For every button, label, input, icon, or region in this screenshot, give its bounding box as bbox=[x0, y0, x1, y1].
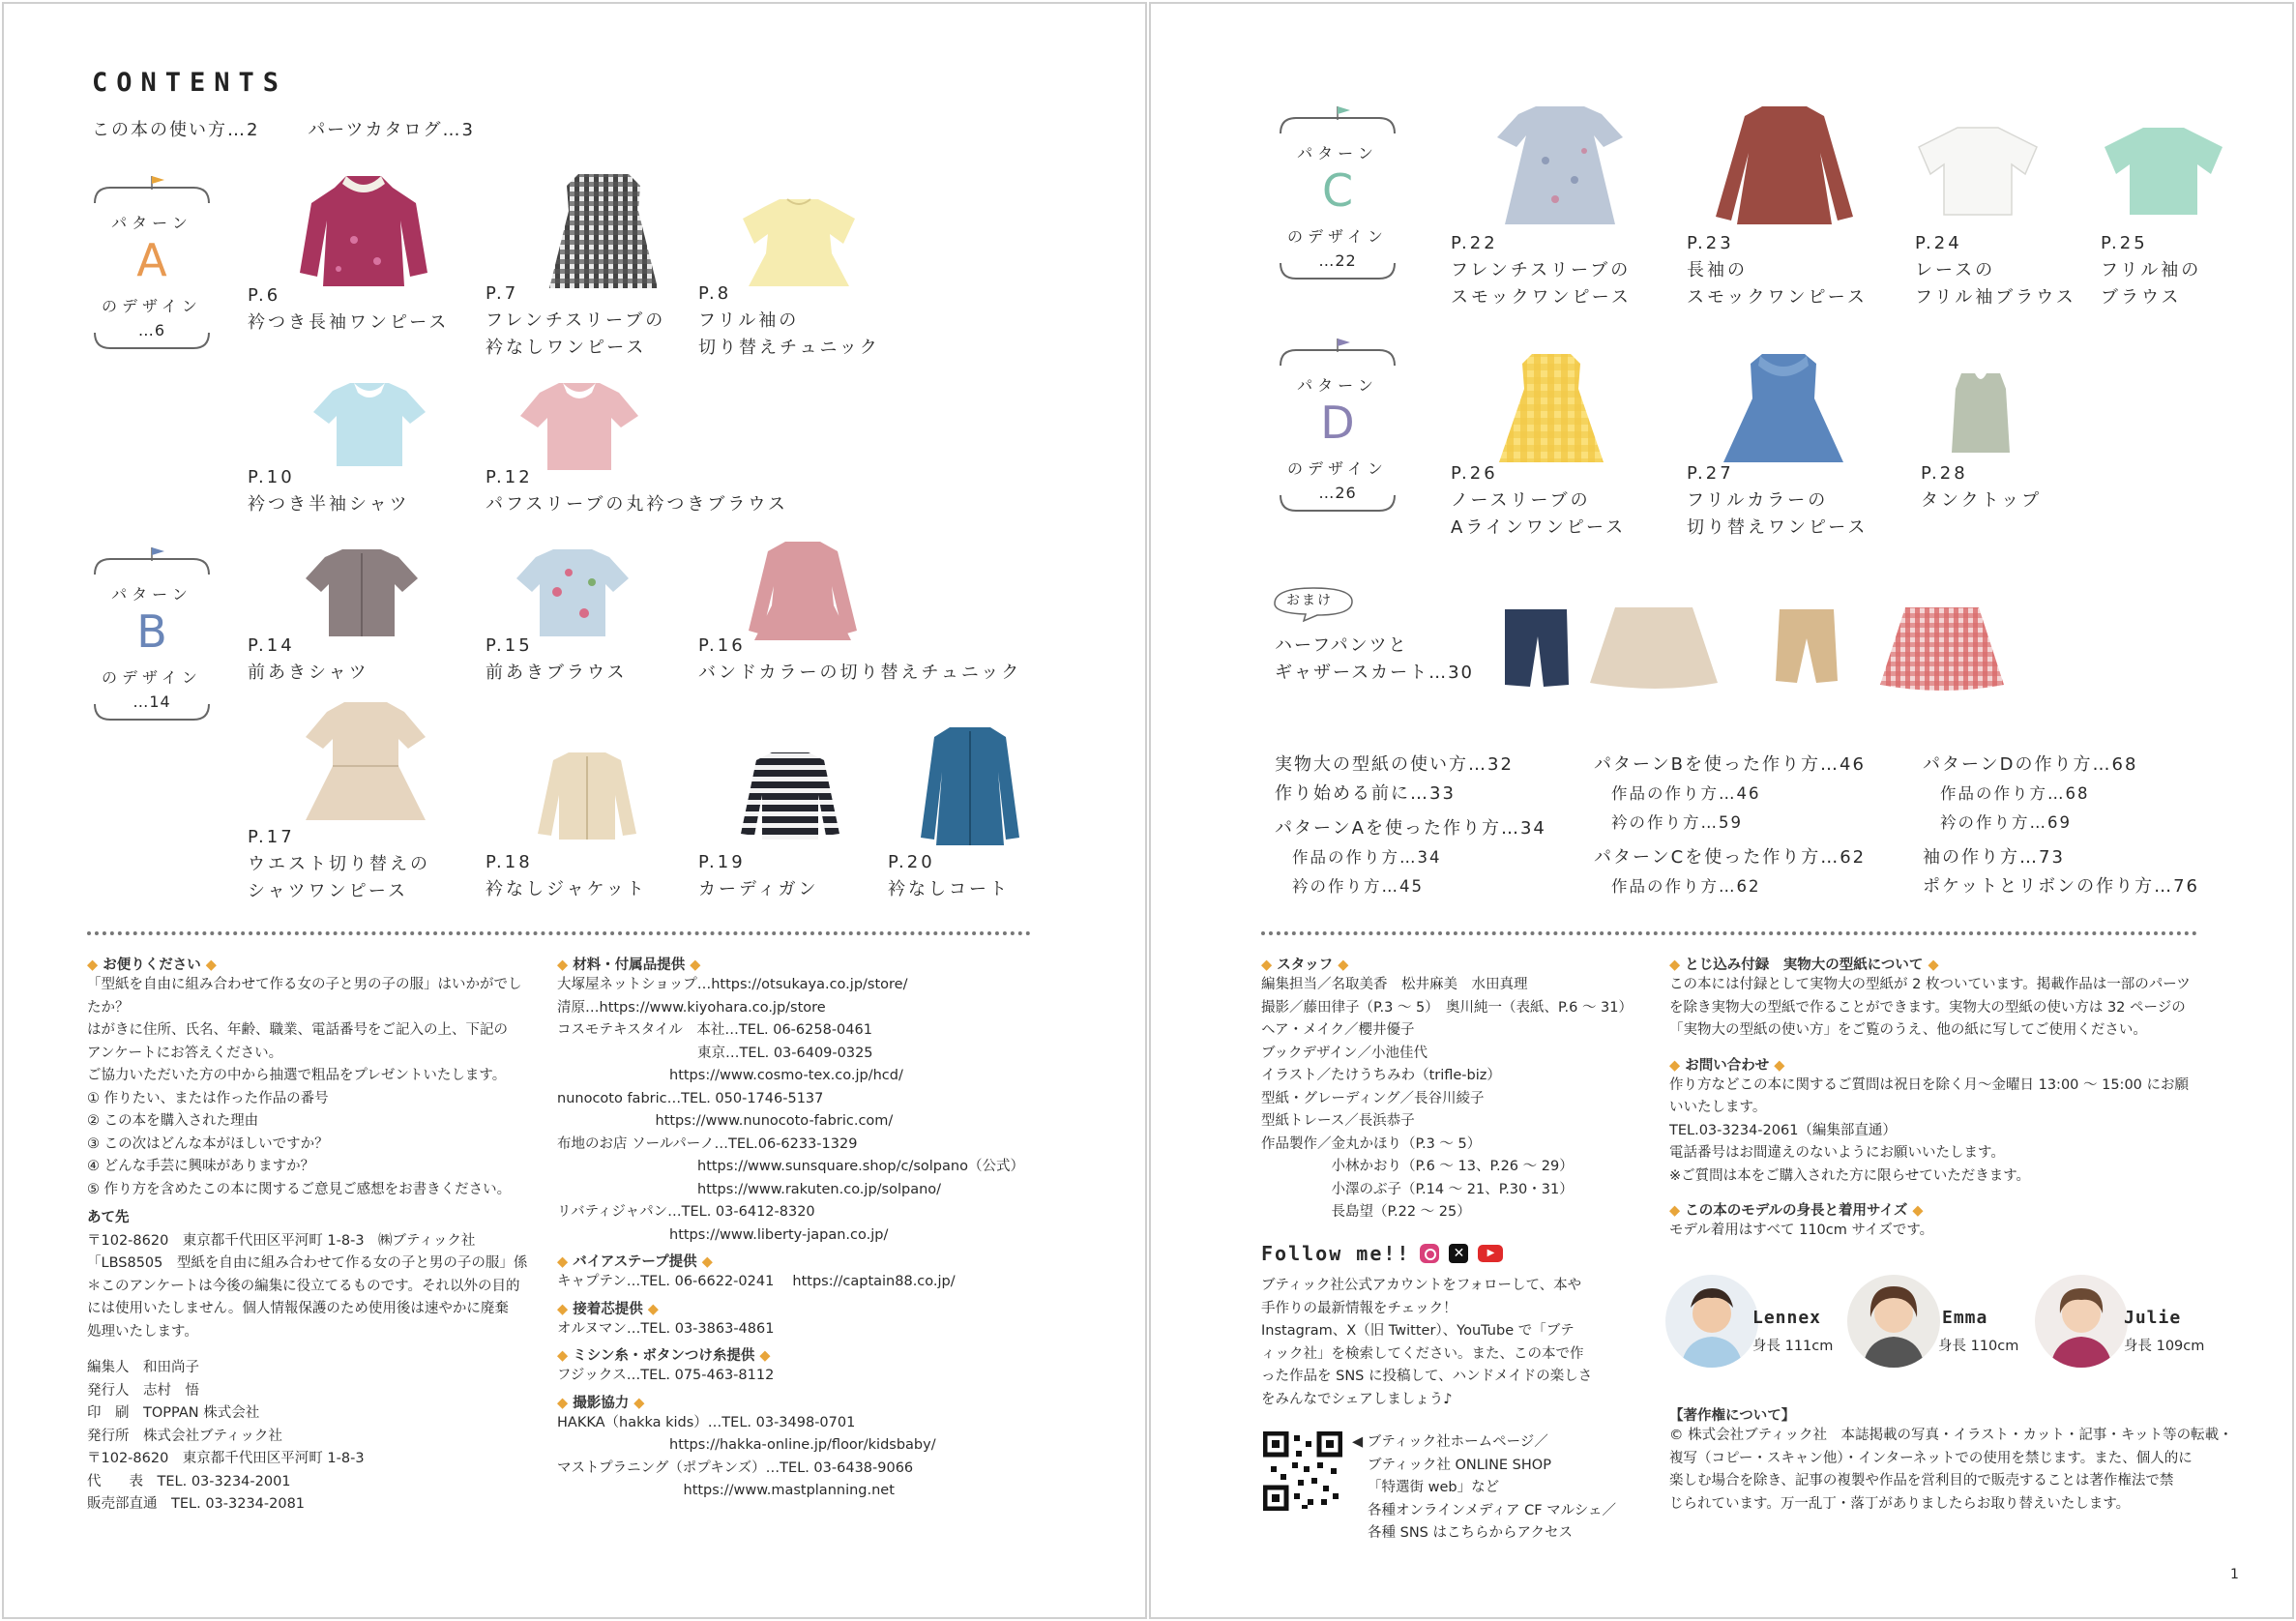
item-title: フリル袖の bbox=[2101, 260, 2202, 280]
letters-body: 「型紙を自由に組み合わせて作る女の子と男の子の服」はいかがでし たか？ はがきに住所、氏名、年齢、職業、電話番号をご記入の上、下記の アンケートにお答えください。 ご協力いただいた方の中から抽選で粗品をプレゼントいたします。 ① 作りたい、または作った作品の番号 ② この本を購入された理由 ③ この次はどんな本がほしいですか？ ④ どんな手芸に興味がありますか？ ⑤ 作り方を含めたこの本に関するご意見ご感想をお書きください。 あて先 〒102-8620 東京都千代田区平河町 1-8-3 ㈱ブティック社 「LBS8505 型紙を自由に組み合わせて作る女の子と男の子の服」係 ＊このアンケートは今後の編集に役立てるものです。それ以外の目的 には使用いたしません。個人情報保護のため使用後は速やかに廃棄 処理いたします。 bbox=[87, 977, 528, 1340]
badge-page: …22 bbox=[1318, 251, 1357, 270]
bound-pattern-body: この本には付録として実物大の型紙が 2 枚ついています。掲載作品は一部のパーツ を除き実物大の型紙で作ることができます。実物大の型紙の使い方は 32 ページの 「実物大の型紙の使い方」をご覧のうえ、他の紙に写してご使用ください。 bbox=[1669, 977, 2191, 1038]
badge-page: …14 bbox=[132, 693, 171, 711]
section-heading: ◆ 材料・付属品提供 ◆ bbox=[557, 958, 701, 973]
qr-code-icon[interactable] bbox=[1263, 1431, 1342, 1511]
item-page: P.12 bbox=[486, 467, 533, 487]
item-page: P.24 bbox=[1915, 233, 1962, 253]
jacket-photo bbox=[534, 747, 640, 843]
pattern-a-badge bbox=[89, 176, 215, 360]
item-title: 長袖の bbox=[1687, 260, 1748, 280]
section-heading: ◆ 撮影協力 ◆ bbox=[557, 1395, 645, 1411]
item-page: P.27 bbox=[1687, 463, 1734, 484]
section-heading: ◆ スタッフ ◆ bbox=[1261, 958, 1349, 973]
item-p6[interactable] bbox=[248, 172, 451, 366]
floral-smock-photo bbox=[1487, 103, 1633, 228]
model-name: Emma bbox=[1942, 1308, 1988, 1328]
item-title-2: 切り替えワンピース bbox=[1687, 517, 1869, 538]
item-title-2: Aラインワンピース bbox=[1451, 517, 1627, 538]
item-title: 前あきシャツ bbox=[248, 663, 369, 683]
toc-entry[interactable]: 衿の作り方…69 bbox=[1940, 813, 2072, 832]
item-title: フレンチスリーブの bbox=[1451, 260, 1632, 280]
model-name: Lennex bbox=[1752, 1308, 1822, 1328]
toc-entry[interactable]: 作品の作り方…68 bbox=[1940, 784, 2090, 803]
dotted-divider-left bbox=[87, 931, 1031, 935]
toc-entry[interactable]: 作品の作り方…34 bbox=[1292, 848, 1442, 867]
model-name: Julie bbox=[2124, 1308, 2182, 1328]
item-page: P.26 bbox=[1451, 463, 1498, 484]
model-height: 身長 110cm bbox=[1938, 1339, 2019, 1354]
item-p16[interactable] bbox=[698, 538, 1046, 693]
page-number: 1 bbox=[2230, 1567, 2239, 1582]
item-p8[interactable] bbox=[698, 193, 911, 368]
contents-title: CONTENTS bbox=[92, 68, 288, 98]
tank-top-photo bbox=[1932, 369, 2029, 457]
follow-body: ブティック社公式アカウントをフォローして、本や 手作りの最新情報をチェック！ Instagram、X（旧 Twitter）、YouTube で「ブテ ィック社」を検索してください。また、この本で作 った作品を SNS に投稿して、ハンドメイドの楽しさ をみんなでシェアしましょう♪ bbox=[1261, 1278, 1593, 1407]
dress-longsleeve-photo bbox=[296, 172, 431, 288]
badge-letter: C bbox=[1321, 164, 1354, 217]
item-title: フリル袖の bbox=[698, 310, 800, 331]
toc-entry[interactable]: パターンBを使った作り方…46 bbox=[1594, 754, 1866, 775]
omake-section[interactable] bbox=[1271, 584, 1493, 691]
item-title-2: 衿なしワンピース bbox=[486, 338, 647, 358]
item-title: バンドカラーの切り替えチュニック bbox=[698, 663, 1022, 683]
publisher-info: 編集人 和田尚子 発行人 志村 悟 印 刷 TOPPAN 株式会社 発行所 株式会社ブティック社 〒102-8620 東京都千代田区平河町 1-8-3 代 表 TEL. 03-3234-2001 販売部直通 TEL. 03-3234-2081 bbox=[87, 1360, 365, 1512]
bound-pattern-section bbox=[1669, 954, 2211, 1243]
badge-label: パターン bbox=[111, 585, 192, 604]
lace-blouse-photo bbox=[1915, 122, 2041, 219]
item-p20[interactable] bbox=[888, 723, 1081, 901]
copyright-body: © 株式会社ブティック社 本誌掲載の写真・イラスト・カット・記事・キット等の転載・ 複写（コピー・スキャン他）・インターネットでの使用を禁じます。また、個人的に 楽しむ場合を除き、記事の複製や作品を営利目的で販売することは著作権法で禁 じられています。万一乱丁・落丁がありましたらお取り替えいたします。 bbox=[1669, 1428, 2233, 1512]
toc-how-to-use[interactable]: この本の使い方…2 bbox=[92, 120, 260, 140]
pattern-c-badge bbox=[1275, 106, 1400, 290]
item-p14[interactable] bbox=[248, 544, 441, 689]
toc-top bbox=[92, 116, 515, 141]
follow-title: Follow me!! bbox=[1261, 1242, 1411, 1265]
badge-sub: のデザイン bbox=[1287, 227, 1388, 246]
item-caption bbox=[888, 849, 1010, 903]
pattern-d-badge bbox=[1275, 339, 1400, 522]
item-title: フレンチスリーブの bbox=[486, 310, 666, 331]
badge-sub: のデザイン bbox=[102, 668, 202, 687]
toc-entry[interactable]: 作品の作り方…46 bbox=[1611, 784, 1761, 803]
models-body: モデル着用はすべて 110cm サイズです。 bbox=[1669, 1223, 1934, 1238]
item-caption bbox=[248, 464, 410, 518]
item-caption bbox=[486, 464, 788, 518]
staff-body: 編集担当／名取美香 松井麻美 水田真理 撮影／藤田律子（P.3 ～ 5） 奥川純一（表紙、P.6 ～ 31） ヘア・メイク／櫻井優子 ブックデザイン／小池佳代 イラスト／たけうちみわ（trifle-biz） 型紙・グレーディング／長谷川綾子 型紙トレース／長浜恭子 作品製作／金丸かほり（P.3 ～ 5） 小林かおり（P.6 ～ 13、P.26 ～ 29） 小澤のぶ子（P.14 ～ 21、P.30・31） 長島望（P.22 ～ 25） bbox=[1261, 977, 1634, 1220]
badge-page: …6 bbox=[137, 321, 166, 339]
item-title-2: スモックワンピース bbox=[1451, 287, 1632, 308]
section-heading: ◆ ミシン糸・ボタンつけ糸提供 ◆ bbox=[557, 1348, 771, 1364]
youtube-icon[interactable]: ▶ bbox=[1478, 1245, 1503, 1262]
blue-shirt-photo bbox=[311, 377, 427, 470]
item-page: P.8 bbox=[698, 283, 732, 304]
toc-entry[interactable]: 衿の作り方…45 bbox=[1292, 877, 1424, 896]
follow-links: ◀ ブティック社ホームページ／ ブティック社 ONLINE SHOP 「特選街 web」など 各種オンラインメディア CF マルシェ／ 各種 SNS はこちらからアクセス bbox=[1352, 1434, 1616, 1541]
toc-entry[interactable]: 袖の作り方…73 bbox=[1923, 847, 2065, 868]
item-page: P.17 bbox=[248, 827, 295, 847]
model-height: 身長 111cm bbox=[1752, 1339, 1834, 1354]
staff-section bbox=[1261, 954, 1667, 1224]
item-caption bbox=[486, 849, 647, 903]
item-title-2: シャツワンピース bbox=[248, 881, 409, 901]
item-caption bbox=[486, 633, 627, 687]
item-title-2: ブラウス bbox=[2101, 287, 2182, 308]
item-title-2: スモックワンピース bbox=[1687, 287, 1868, 308]
mint-blouse-photo bbox=[2101, 122, 2226, 219]
item-title: パフスリーブの丸衿つきブラウス bbox=[486, 494, 788, 515]
photo-coop-body: HAKKA（hakka kids）…TEL. 03-3498-0701 https://hakka-online.jp/floor/kidsbaby/ マストプラニング（ポプキンズ）…TEL. 03-6438-9066 https://www.mastplanning.net bbox=[557, 1414, 936, 1498]
toc-entry[interactable]: パターンDの作り方…68 bbox=[1923, 754, 2138, 775]
thread-body: フジックス…TEL. 075-463-8112 bbox=[557, 1368, 775, 1383]
toc-entry[interactable]: パターンCを使った作り方…62 bbox=[1594, 847, 1867, 868]
pink-blouse-photo bbox=[516, 377, 642, 474]
item-title: 衿つき半袖シャツ bbox=[248, 494, 410, 515]
item-p28[interactable] bbox=[1921, 369, 2095, 524]
brown-smock-photo bbox=[1712, 103, 1857, 228]
instagram-icon[interactable] bbox=[1420, 1244, 1439, 1263]
item-p22[interactable] bbox=[1451, 103, 1673, 315]
toc-entry[interactable]: 衿の作り方…59 bbox=[1611, 813, 1743, 832]
item-title-2: 切り替えチュニック bbox=[698, 338, 880, 358]
section-heading: ◆ お問い合わせ ◆ bbox=[1669, 1057, 1785, 1074]
item-page: P.10 bbox=[248, 467, 295, 487]
copyright-section bbox=[1669, 1404, 2233, 1516]
item-p23[interactable] bbox=[1687, 103, 1909, 315]
toc-column-1 bbox=[1275, 751, 1546, 901]
badge-sub: のデザイン bbox=[1287, 459, 1388, 478]
pattern-b-badge bbox=[89, 547, 215, 731]
item-p18[interactable] bbox=[486, 747, 679, 901]
omake-tag: おまけ bbox=[1286, 593, 1333, 608]
striped-cardigan-photo bbox=[737, 747, 843, 843]
bias-body: キャプテン…TEL. 06-6622-0241 https://captain88.co.jp/ bbox=[557, 1274, 956, 1289]
item-title: フリルカラーの bbox=[1687, 490, 1829, 511]
copyright-heading: 【著作権について】 bbox=[1669, 1408, 1796, 1424]
badge-label: パターン bbox=[111, 214, 192, 232]
yellow-check-dress-photo bbox=[1493, 350, 1609, 466]
beige-shirtdress-photo bbox=[298, 698, 433, 824]
item-caption bbox=[698, 633, 1021, 687]
item-caption bbox=[248, 282, 449, 337]
item-title: 衿なしジャケット bbox=[486, 879, 647, 899]
model-height: 身長 109cm bbox=[2124, 1339, 2205, 1354]
item-title: 衿なしコート bbox=[888, 879, 1010, 899]
model-lennex-avatar bbox=[1665, 1275, 1758, 1368]
item-p19[interactable] bbox=[698, 747, 892, 901]
item-caption bbox=[2101, 230, 2201, 311]
item-title-2: フリル袖ブラウス bbox=[1915, 287, 2076, 308]
item-caption bbox=[1451, 460, 1626, 542]
dotted-divider-right bbox=[1261, 931, 2197, 935]
item-p24[interactable] bbox=[1915, 122, 2108, 315]
gray-shirt-photo bbox=[304, 544, 420, 640]
item-p27[interactable] bbox=[1687, 350, 1909, 544]
item-title: 前あきブラウス bbox=[486, 663, 628, 683]
badge-letter: D bbox=[1320, 397, 1355, 449]
toc-entry[interactable]: 作り始める前に…33 bbox=[1275, 783, 1456, 804]
item-title: ノースリーブの bbox=[1451, 490, 1591, 511]
item-p12[interactable] bbox=[486, 377, 834, 522]
letters-section bbox=[87, 954, 542, 1517]
item-caption bbox=[1451, 230, 1632, 311]
item-page: P.16 bbox=[698, 635, 746, 656]
gingham-dress-photo bbox=[536, 172, 671, 292]
item-title: タンクトップ bbox=[1921, 490, 2043, 511]
item-title: カーディガン bbox=[698, 879, 819, 899]
section-heading: ◆ 接着芯提供 ◆ bbox=[557, 1301, 659, 1317]
item-title: レースの bbox=[1915, 260, 1996, 280]
item-caption bbox=[1687, 230, 1868, 311]
yellow-tunic-photo bbox=[741, 193, 857, 290]
item-caption bbox=[248, 633, 369, 687]
toc-entry[interactable]: 作品の作り方…62 bbox=[1611, 877, 1761, 896]
item-p17[interactable] bbox=[248, 698, 441, 901]
toc-entry[interactable]: ポケットとリボンの作り方…76 bbox=[1923, 876, 2200, 897]
badge-page: …26 bbox=[1318, 484, 1357, 502]
toc-entry[interactable]: 実物大の型紙の使い方…32 bbox=[1275, 754, 1514, 775]
toc-parts-catalog[interactable]: パーツカタログ…3 bbox=[308, 120, 475, 140]
bonus-items-photo bbox=[1489, 594, 2031, 700]
badge-letter: B bbox=[136, 605, 167, 658]
item-page: P.23 bbox=[1687, 233, 1734, 253]
denim-dress-photo bbox=[1716, 350, 1851, 466]
item-p25[interactable] bbox=[2101, 122, 2284, 315]
floral-blouse-photo bbox=[515, 544, 631, 640]
item-caption bbox=[1921, 460, 2042, 515]
item-caption bbox=[698, 280, 880, 362]
pink-tunic-photo bbox=[745, 538, 861, 644]
item-title: ウエスト切り替えの bbox=[248, 854, 430, 874]
item-page: P.25 bbox=[2101, 233, 2148, 253]
materials-body: 大塚屋ネットショップ…https://otsukaya.co.jp/store/ 清原…https://www.kiyohara.co.jp/store コスモテキスタイル 本社…TEL. 06-6258-0461 東京…TEL. 03-6409-0325 https://www.cosmo-tex.co.jp/hcd/ nunocoto fabric…TEL. 050-1746-5137 https://www.nunocoto-fabric.com/ 布地のお店 ソールパーノ…TEL.06-6233-1329 https://www.sunsquare.shop/c/solpano（公式） https://www.rakuten.co.jp/solpano/ リバティジャパン…TEL. 03-6412-8320 https://www.liberty-japan.co.jp/ bbox=[557, 977, 1024, 1243]
materials-section bbox=[557, 954, 1060, 1503]
item-page: P.19 bbox=[698, 852, 746, 872]
item-p26[interactable] bbox=[1451, 350, 1673, 544]
item-page: P.18 bbox=[486, 852, 533, 872]
toc-column-3 bbox=[1923, 751, 2199, 901]
item-caption bbox=[698, 849, 819, 903]
item-page: P.6 bbox=[248, 285, 281, 306]
badge-label: パターン bbox=[1297, 376, 1378, 395]
item-page: P.22 bbox=[1451, 233, 1498, 253]
interfacing-body: オルヌマン…TEL. 03-3863-4861 bbox=[557, 1320, 775, 1337]
badge-letter: A bbox=[136, 234, 167, 286]
badge-label: パターン bbox=[1297, 144, 1378, 162]
model-julie-avatar bbox=[2035, 1275, 2128, 1368]
section-heading: ◆ この本のモデルの身長と着用サイズ ◆ bbox=[1669, 1203, 1924, 1219]
item-page: P.14 bbox=[248, 635, 295, 656]
toc-column-2 bbox=[1594, 751, 1866, 901]
item-page: P.28 bbox=[1921, 463, 1968, 484]
item-caption bbox=[1687, 460, 1868, 542]
item-p10[interactable] bbox=[248, 377, 441, 522]
follow-section bbox=[1261, 1242, 1629, 1411]
item-p15[interactable] bbox=[486, 544, 679, 689]
model-emma-avatar bbox=[1847, 1275, 1940, 1368]
item-title: 衿つき長袖ワンピース bbox=[248, 312, 450, 333]
inquiry-body: 作り方などこの本に関するご質問は祝日を除く月～金曜日 13:00 ～ 15:00 にお願 いいたします。 TEL.03-3234-2061（編集部直通） 電話番号はお間違えのないようにお願いいたします。 ※ご質問は本をご購入された方に限らせていただきます。 bbox=[1669, 1076, 2190, 1184]
item-caption bbox=[248, 824, 430, 905]
section-heading: ◆ バイアステープ提供 ◆ bbox=[557, 1254, 713, 1270]
section-heading: ◆ とじ込み付録 実物大の型紙について ◆ bbox=[1669, 958, 1939, 973]
omake-title: ハーフパンツと ギャザースカート…30 bbox=[1275, 635, 1475, 683]
badge-sub: のデザイン bbox=[102, 297, 202, 315]
item-caption bbox=[486, 280, 665, 362]
x-icon[interactable]: ✕ bbox=[1449, 1244, 1468, 1263]
item-page: P.15 bbox=[486, 635, 533, 656]
item-page: P.7 bbox=[486, 283, 519, 304]
section-heading: ◆ お便りください ◆ bbox=[87, 958, 217, 973]
item-p7[interactable] bbox=[486, 172, 679, 366]
item-page: P.20 bbox=[888, 852, 935, 872]
item-caption bbox=[1915, 230, 2076, 311]
toc-entry[interactable]: パターンAを使った作り方…34 bbox=[1275, 818, 1546, 839]
blue-coat-photo bbox=[917, 723, 1023, 849]
